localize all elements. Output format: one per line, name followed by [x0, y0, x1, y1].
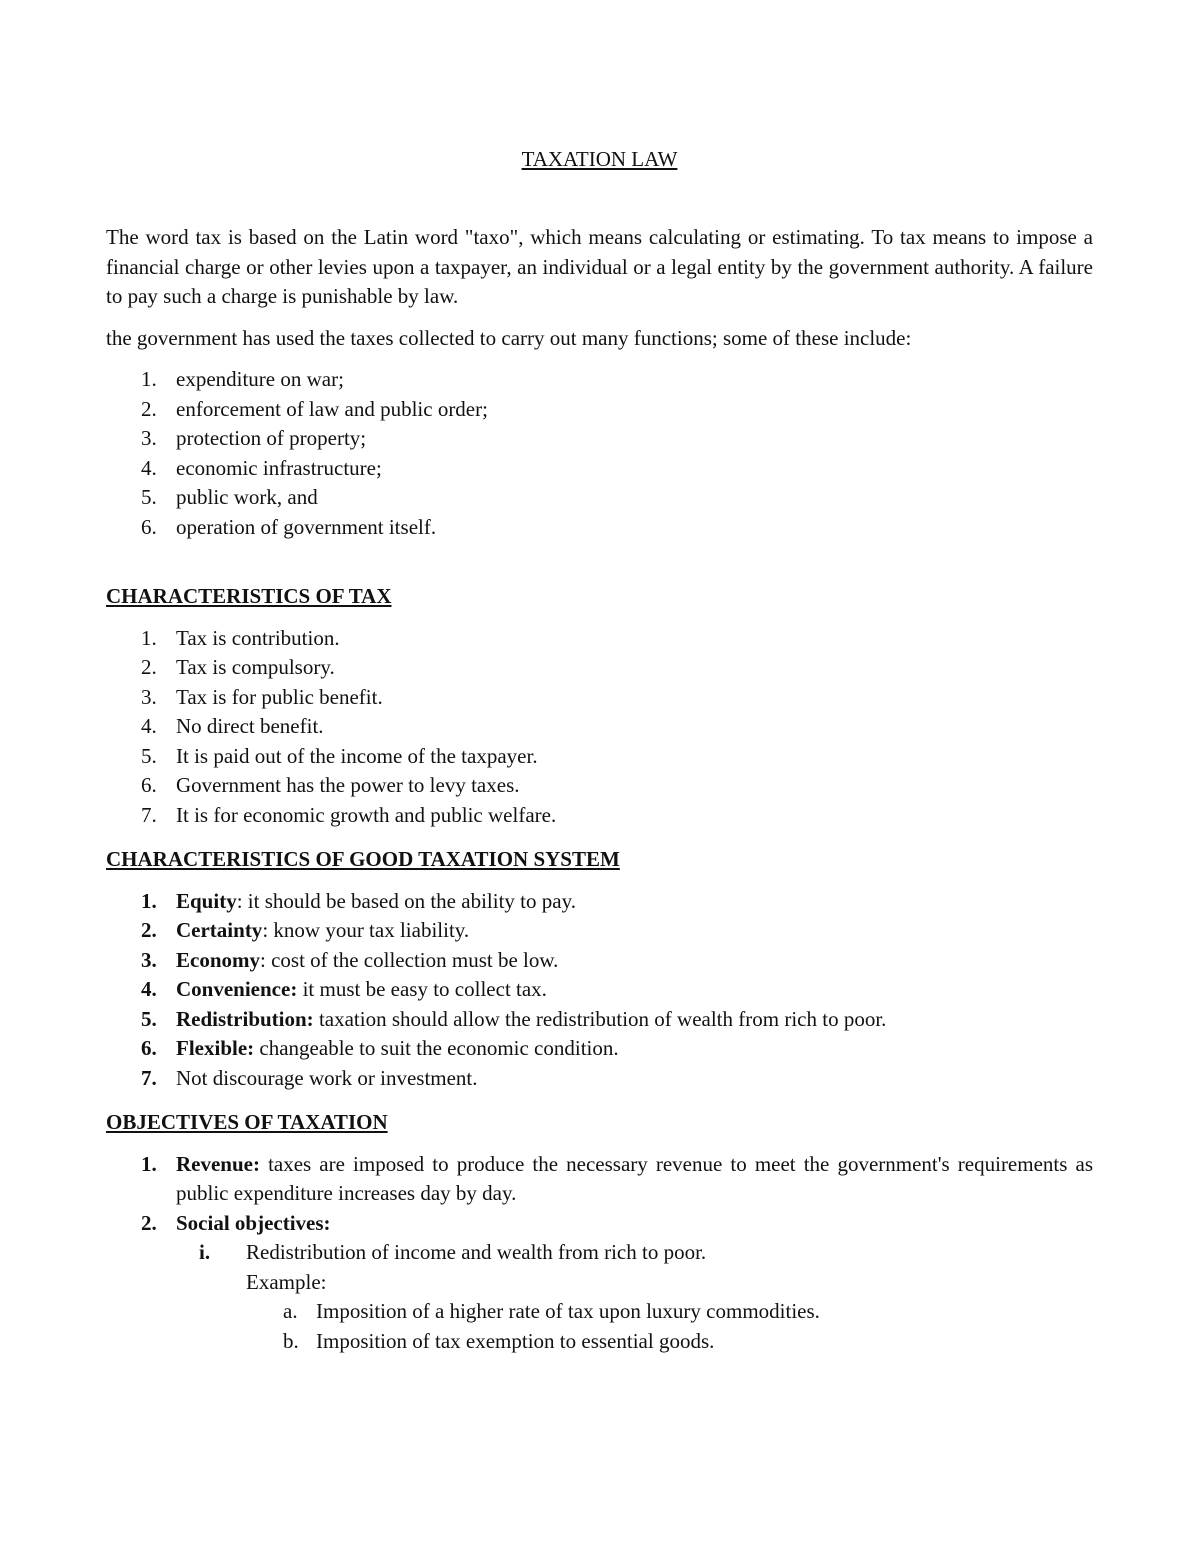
list-number: 2.: [141, 918, 157, 942]
list-item: [106, 742, 1093, 772]
list-number: 2.: [141, 396, 157, 421]
functions-list: [106, 365, 1093, 542]
list-number: 7.: [141, 1065, 157, 1090]
list-text: protection of property;: [176, 426, 367, 450]
list-item: [106, 424, 1093, 454]
list-item: [106, 975, 1093, 1005]
list-number: a.: [283, 1299, 298, 1323]
list-number: 3.: [141, 684, 157, 709]
list-number: 1.: [141, 367, 157, 391]
list-number: 6.: [141, 514, 157, 539]
example-label: Example:: [246, 1269, 327, 1294]
list-term: Revenue:: [176, 1151, 260, 1176]
document-title: TAXATION LAW: [521, 147, 678, 171]
list-text: Government has the power to levy taxes.: [176, 773, 520, 797]
intro-paragraph: The word tax is based on the Latin word "taxo", which means calculating or estimating. To tax means to impose a financial charge or other levies upon a taxpayer, an individual or a legal entity by the government authority. A failure to pay such a charge is punishable by law.: [106, 225, 1093, 308]
list-text: : cost of the collection must be low.: [260, 947, 559, 972]
list-text: Imposition of a higher rate of tax upon luxury commodities.: [316, 1299, 820, 1323]
list-item: [106, 483, 1093, 513]
list-text: taxation should allow the redistribution of wealth from rich to poor.: [313, 1006, 887, 1031]
list-number: b.: [283, 1328, 299, 1353]
list-item: [106, 1005, 1093, 1035]
list-text: taxes are imposed to produce the necessary revenue to meet the government's requirements as public expenditure increases day by day.: [176, 1151, 1093, 1205]
list-number: 1.: [141, 625, 157, 650]
list-text: Tax is for public benefit.: [176, 684, 383, 709]
list-term: Social objectives:: [176, 1210, 331, 1235]
list-item: [106, 1150, 1093, 1209]
list-number: 7.: [141, 802, 157, 827]
list-text: : know your tax liability.: [262, 918, 470, 942]
list-item: [106, 624, 1093, 654]
list-text: : it should be based on the ability to pay.: [236, 888, 576, 913]
list-item: [106, 454, 1093, 484]
list-term: Convenience:: [176, 977, 298, 1001]
list-text: It is paid out of the income of the taxpayer.: [176, 743, 538, 768]
examples-list: [106, 1297, 1093, 1356]
list-item: [106, 916, 1093, 946]
list-term: Certainty: [176, 918, 263, 942]
characteristics-heading: CHARACTERISTICS OF TAX: [106, 584, 392, 608]
list-text: Not discourage work or investment.: [176, 1065, 478, 1090]
list-text: Tax is compulsory.: [176, 655, 335, 679]
list-text: Imposition of tax exemption to essential goods.: [316, 1328, 715, 1353]
functions-lead: the government has used the taxes collected to carry out many functions; some of these include:: [106, 325, 912, 350]
characteristics-list: [106, 624, 1093, 831]
list-text: changeable to suit the economic condition.: [254, 1036, 619, 1060]
list-number: 6.: [141, 773, 157, 797]
list-number: i.: [199, 1240, 211, 1264]
list-number: 4.: [141, 714, 157, 738]
list-number: 4.: [141, 455, 157, 480]
list-item: [106, 653, 1093, 683]
list-term: Economy: [176, 947, 260, 972]
list-number: 6.: [141, 1036, 157, 1060]
list-number: 5.: [141, 485, 157, 509]
list-text: Tax is contribution.: [176, 625, 340, 650]
list-item: [106, 887, 1093, 917]
list-term: Redistribution:: [176, 1006, 314, 1031]
list-item: [106, 1238, 1093, 1268]
list-text: operation of government itself.: [176, 514, 437, 539]
list-number: 3.: [141, 947, 157, 972]
list-item: [106, 365, 1093, 395]
list-number: 1.: [141, 1151, 157, 1176]
list-number: 2.: [141, 1210, 157, 1235]
list-text: It is for economic growth and public welfare.: [176, 802, 557, 827]
objectives-heading: OBJECTIVES OF TAXATION: [106, 1110, 388, 1134]
list-item: [106, 1297, 1093, 1327]
list-text: expenditure on war;: [176, 367, 344, 391]
list-term: Flexible:: [176, 1036, 255, 1060]
list-item: [106, 1327, 1093, 1357]
list-text: No direct benefit.: [176, 714, 324, 738]
list-number: 5.: [141, 1006, 157, 1031]
list-item: [106, 946, 1093, 976]
list-item: [106, 1209, 1093, 1239]
list-text: public work, and: [176, 485, 318, 509]
list-item: [106, 712, 1093, 742]
list-number: 3.: [141, 426, 157, 450]
list-text: enforcement of law and public order;: [176, 396, 488, 421]
list-number: 1.: [141, 888, 157, 913]
list-number: 4.: [141, 977, 157, 1001]
list-item: [106, 771, 1093, 801]
social-sublist: [106, 1238, 1093, 1268]
list-item: [106, 683, 1093, 713]
list-item: [106, 801, 1093, 831]
list-text: economic infrastructure;: [176, 455, 382, 480]
good-system-heading: CHARACTERISTICS OF GOOD TAXATION SYSTEM: [106, 847, 620, 871]
list-item: [106, 395, 1093, 425]
list-item: [106, 513, 1093, 543]
list-item: [106, 1034, 1093, 1064]
objectives-list: [106, 1150, 1093, 1239]
list-text: Redistribution of income and wealth from rich to poor.: [246, 1240, 707, 1264]
list-item: [106, 1064, 1093, 1094]
list-number: 5.: [141, 743, 157, 768]
list-term: Equity: [176, 888, 237, 913]
list-number: 2.: [141, 655, 157, 679]
good-system-list: [106, 887, 1093, 1094]
list-text: it must be easy to collect tax.: [297, 977, 547, 1001]
